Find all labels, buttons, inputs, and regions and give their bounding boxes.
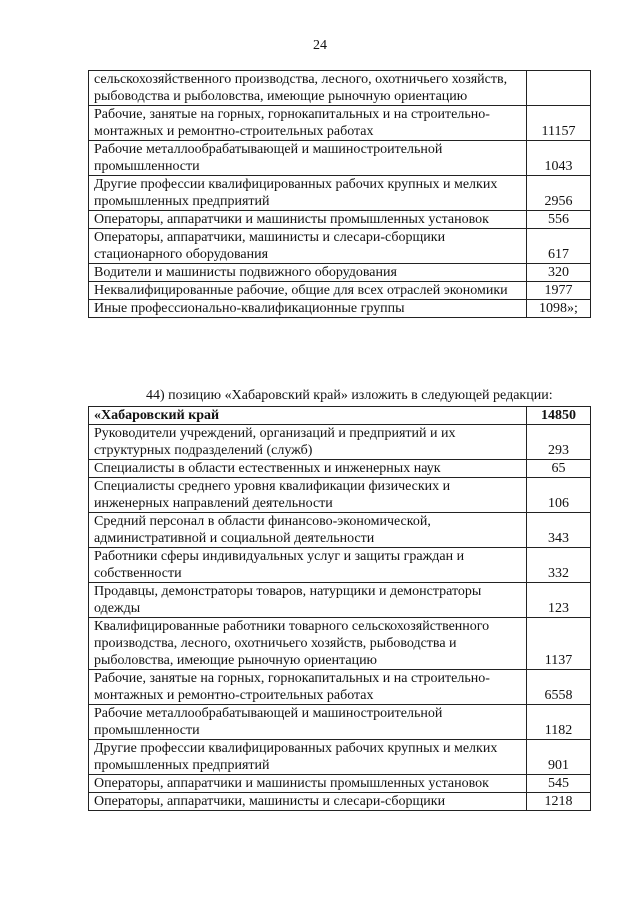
profession-name: Работники сферы индивидуальных услуг и защиты граждан и собственности bbox=[89, 548, 527, 583]
table-row bbox=[89, 71, 591, 106]
table-row bbox=[89, 740, 591, 775]
table-row bbox=[89, 513, 591, 548]
profession-name: Рабочие, занятые на горных, горнокапитальных и на строительно-монтажных и ремонтно-строительных работах bbox=[89, 670, 527, 705]
table-row bbox=[89, 282, 591, 300]
profession-name: Другие профессии квалифицированных рабочих крупных и мелких промышленных предприятий bbox=[89, 740, 527, 775]
table-row bbox=[89, 670, 591, 705]
profession-count: 332 bbox=[527, 548, 591, 583]
profession-count: 320 bbox=[527, 264, 591, 282]
profession-name: Иные профессионально-квалификационные группы bbox=[89, 300, 527, 318]
table-row bbox=[89, 548, 591, 583]
profession-count: 1977 bbox=[527, 282, 591, 300]
profession-name: Операторы, аппаратчики, машинисты и слесари-сборщики стационарного оборудования bbox=[89, 229, 527, 264]
profession-count: 2956 bbox=[527, 176, 591, 211]
profession-count: 293 bbox=[527, 425, 591, 460]
profession-count: 1137 bbox=[527, 618, 591, 670]
profession-count: 901 bbox=[527, 740, 591, 775]
amendment-instruction: 44) позицию «Хабаровский край» изложить в следующей редакции: bbox=[146, 388, 553, 403]
profession-count: 617 bbox=[527, 229, 591, 264]
profession-name: Специалисты в области естественных и инженерных наук bbox=[89, 460, 527, 478]
region-name: «Хабаровский край bbox=[89, 407, 527, 425]
profession-name: Средний персонал в области финансово-экономической, административной и социальной деятельности bbox=[89, 513, 527, 548]
profession-name: Продавцы, демонстраторы товаров, натурщики и демонстраторы одежды bbox=[89, 583, 527, 618]
table-row bbox=[89, 176, 591, 211]
profession-name: Рабочие металлообрабатывающей и машиностроительной промышленности bbox=[89, 705, 527, 740]
profession-name: Квалифицированные работники товарного сельскохозяйственного производства, лесного, охотничьего хозяйств, рыбоводства и рыболовства, имеющие рыночную ориентацию bbox=[89, 618, 527, 670]
profession-count: 556 bbox=[527, 211, 591, 229]
profession-name: Рабочие металлообрабатывающей и машиностроительной промышленности bbox=[89, 141, 527, 176]
profession-count: 123 bbox=[527, 583, 591, 618]
khabarovsk-profession-table bbox=[88, 406, 591, 811]
table-row bbox=[89, 478, 591, 513]
profession-name: Операторы, аппаратчики и машинисты промышленных установок bbox=[89, 211, 527, 229]
table-row bbox=[89, 229, 591, 264]
profession-count: 11157 bbox=[527, 106, 591, 141]
profession-count: 65 bbox=[527, 460, 591, 478]
region-header-row bbox=[89, 407, 591, 425]
profession-count: 545 bbox=[527, 775, 591, 793]
profession-name: Руководители учреждений, организаций и предприятий и их структурных подразделений (служб) bbox=[89, 425, 527, 460]
profession-name: Водители и машинисты подвижного оборудования bbox=[89, 264, 527, 282]
page-number: 24 bbox=[313, 38, 327, 53]
table-row bbox=[89, 264, 591, 282]
profession-name: Рабочие, занятые на горных, горнокапитальных и на строительно-монтажных и ремонтно-строительных работах bbox=[89, 106, 527, 141]
profession-table-continued bbox=[88, 70, 591, 318]
profession-count: 6558 bbox=[527, 670, 591, 705]
profession-count: 1098»; bbox=[527, 300, 591, 318]
profession-count: 1182 bbox=[527, 705, 591, 740]
region-total: 14850 bbox=[527, 407, 591, 425]
table-row bbox=[89, 705, 591, 740]
table-row bbox=[89, 618, 591, 670]
profession-count: 106 bbox=[527, 478, 591, 513]
profession-name: Операторы, аппаратчики и машинисты промышленных установок bbox=[89, 775, 527, 793]
profession-name: Неквалифицированные рабочие, общие для всех отраслей экономики bbox=[89, 282, 527, 300]
table-row bbox=[89, 211, 591, 229]
profession-name: Другие профессии квалифицированных рабочих крупных и мелких промышленных предприятий bbox=[89, 176, 527, 211]
table-row bbox=[89, 583, 591, 618]
profession-name: сельскохозяйственного производства, лесного, охотничьего хозяйств, рыбоводства и рыболовства, имеющие рыночную ориентацию bbox=[89, 71, 527, 106]
table-row bbox=[89, 425, 591, 460]
profession-count: 1218 bbox=[527, 793, 591, 811]
table-row bbox=[89, 141, 591, 176]
profession-count: 343 bbox=[527, 513, 591, 548]
table-row bbox=[89, 300, 591, 318]
profession-count bbox=[527, 71, 591, 106]
table-row bbox=[89, 460, 591, 478]
profession-count: 1043 bbox=[527, 141, 591, 176]
profession-name: Операторы, аппаратчики, машинисты и слесари-сборщики bbox=[89, 793, 527, 811]
table-row bbox=[89, 775, 591, 793]
profession-name: Специалисты среднего уровня квалификации физических и инженерных направлений деятельности bbox=[89, 478, 527, 513]
table-row bbox=[89, 106, 591, 141]
table-row bbox=[89, 793, 591, 811]
